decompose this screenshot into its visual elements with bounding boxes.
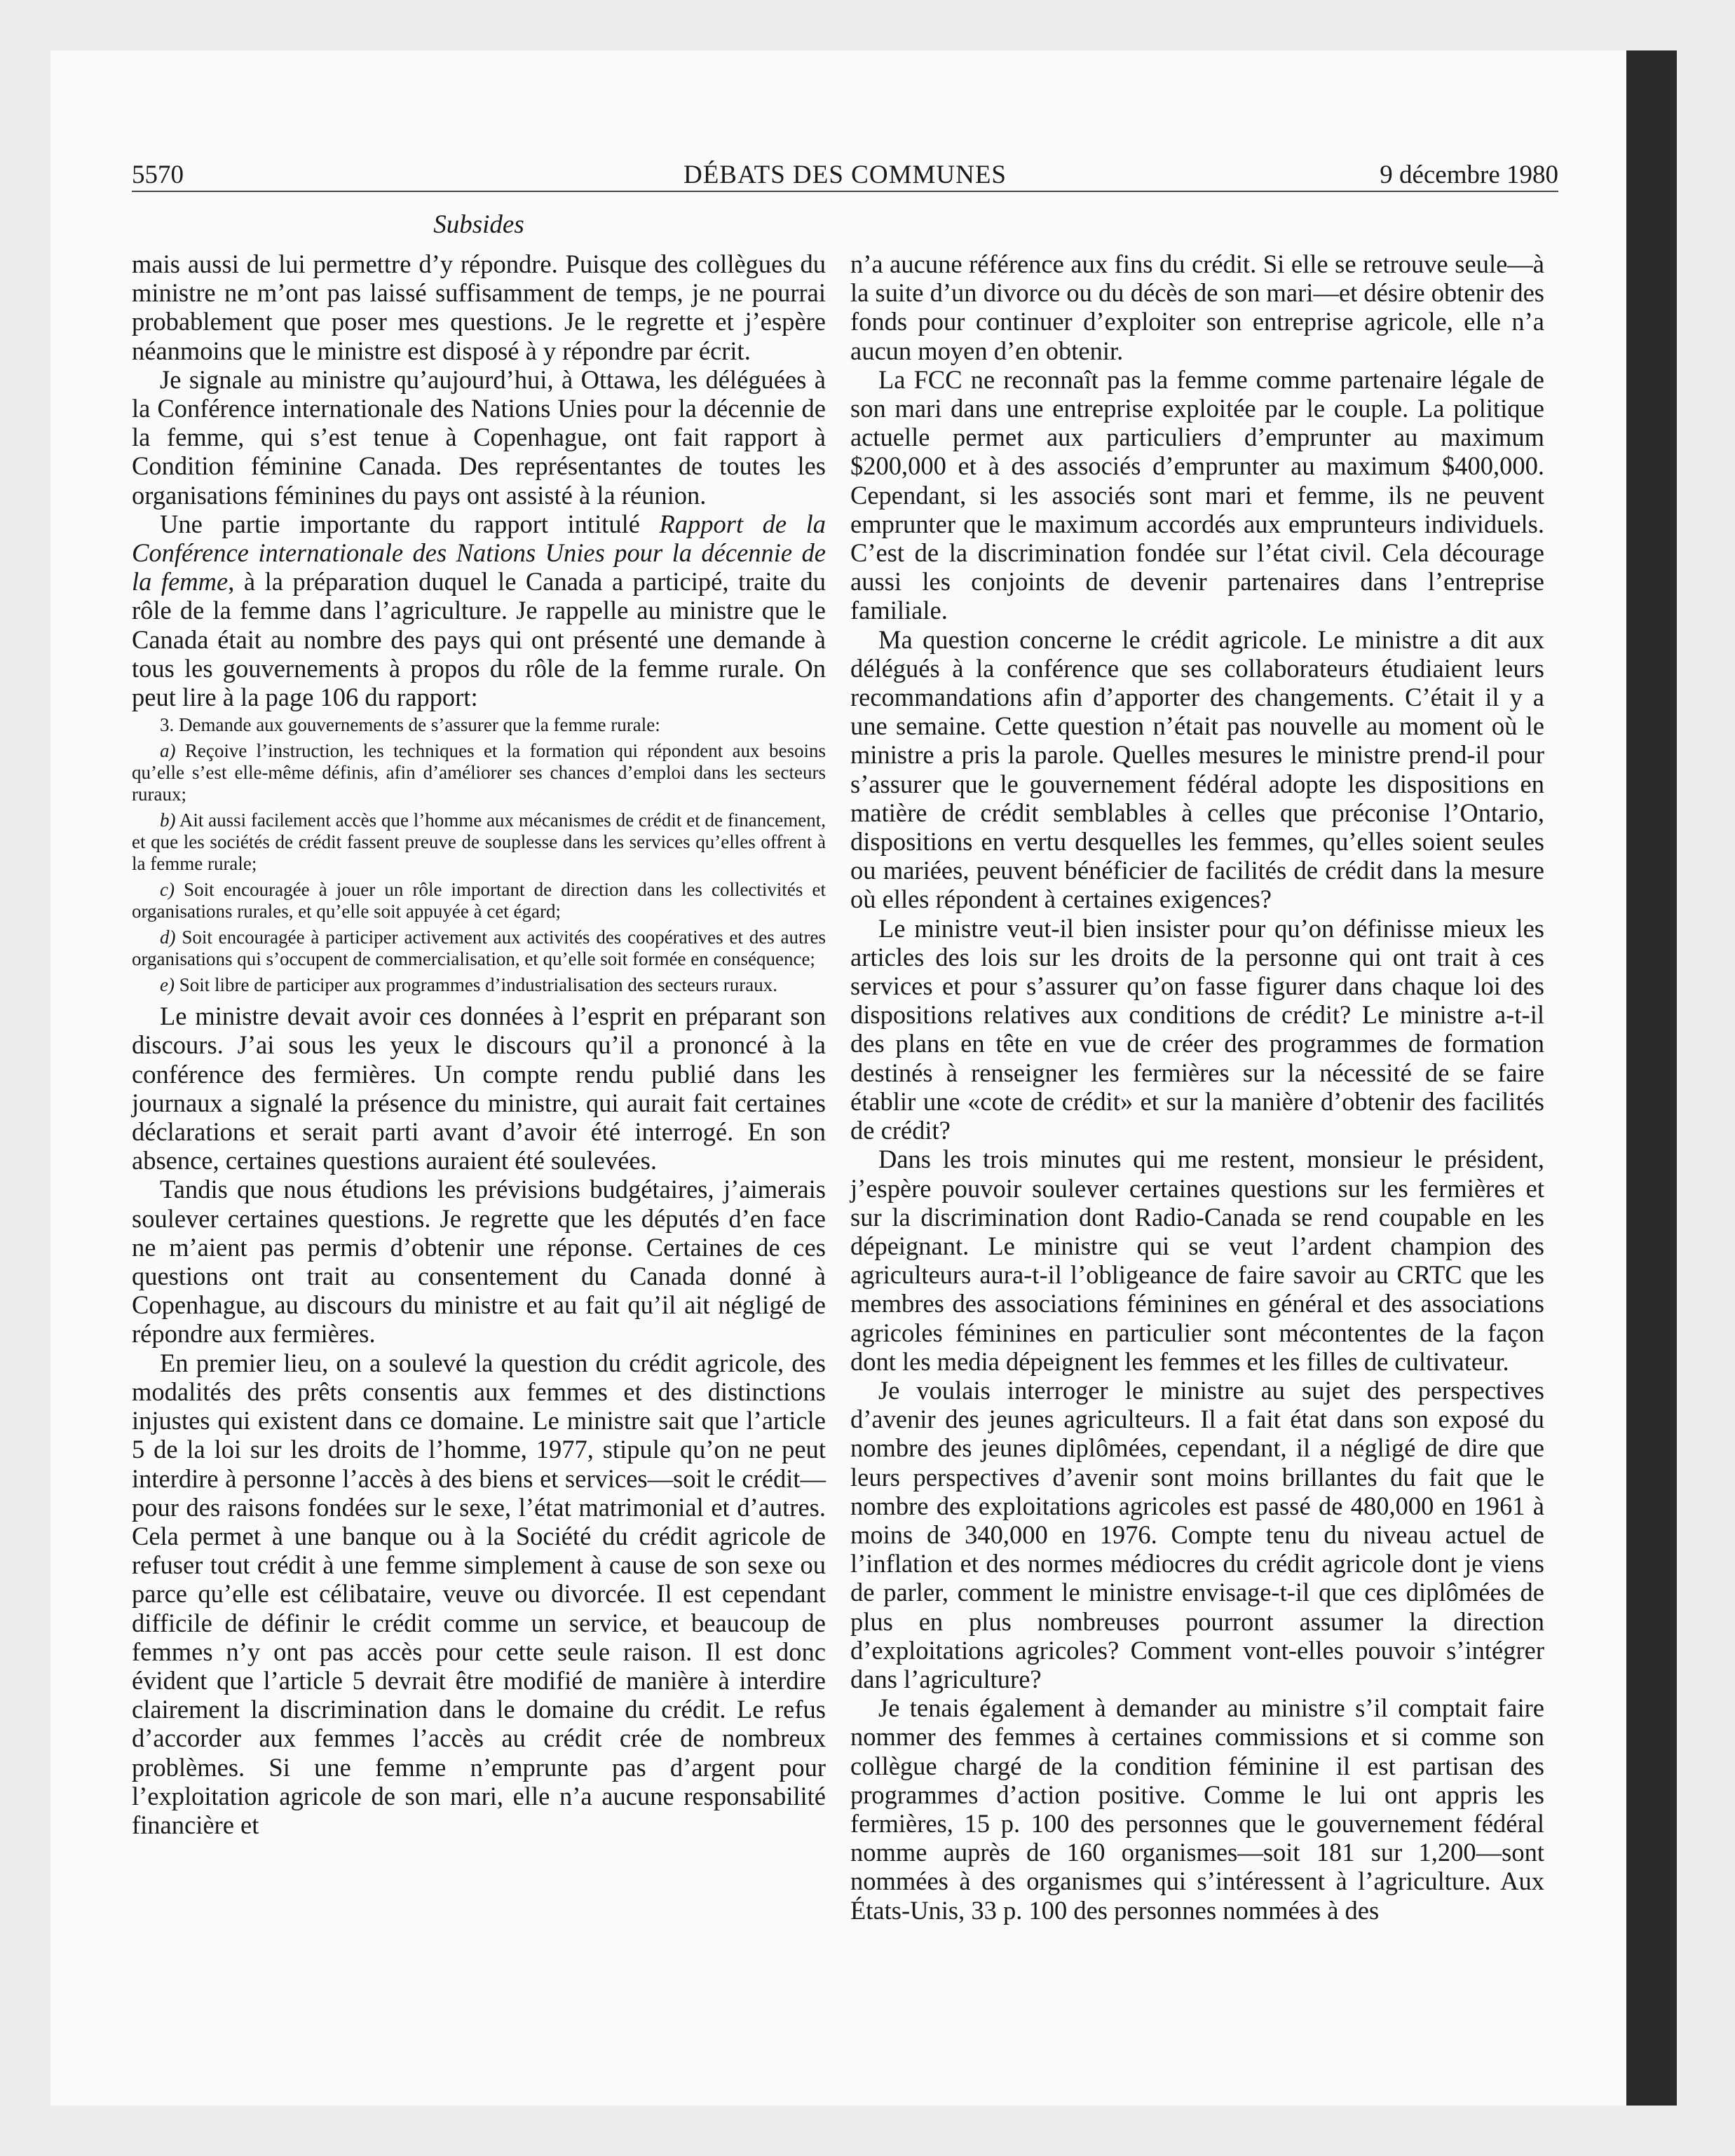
- item-text: Reçoive l’instruction, les techniques et la formation qui répondent aux besoins qu’elle s’est elle-même définis, afin d’améliorer ses chances d’emploi dans les secteurs ruraux;: [132, 740, 826, 805]
- quote-item: [132, 879, 826, 922]
- paragraph: Le ministre veut-il bien insister pour qu’on définisse mieux les articles des lois sur les droits de la personne qui ont trait à ces services et pour s’assurer qu’on fasse figurer dans chaque loi des dispositions relatives aux conditions de crédit? Le ministre a-t-il des plans en tête en vue de créer des programmes de formation destinés à renseigner les fermières sur la nécessité de se faire établir une «cote de crédit» et sur la manière d’obtenir des facilités de crédit?: [850, 913, 1544, 1145]
- report-title: Rapport de la Conférence internationale des Nations Unies pour la décennie de la femme: [132, 509, 826, 596]
- quote-item: [132, 927, 826, 970]
- paragraph: Le ministre devait avoir ces données à l’esprit en préparant son discours. J’ai sous les yeux le discours qu’il a prononcé à la conférence des fermières. Un compte rendu publié dans les journaux a signalé la présence du ministre, qui aurait fait certaines déclarations et serait parti avant d’avoir été interrogé. En son absence, certaines questions auraient été soulevées.: [132, 1002, 826, 1175]
- page-header: [132, 160, 1558, 192]
- paragraph: Je signale au ministre qu’aujourd’hui, à Ottawa, les déléguées à la Conférence internationale des Nations Unies pour la décennie de la femme, qui s’est tenue à Copenhague, ont fait rapport à Condition féminine Canada. Des représentantes de toutes les organisations féminines du pays ont assisté à la réunion.: [132, 364, 826, 510]
- item-letter: b): [160, 810, 176, 831]
- paragraph: Je tenais également à demander au ministre s’il comptait faire nommer des femmes à certaines commissions et si comme son collègue chargé de la condition féminine il est partisan des programmes d’action positive. Comme le lui ont appris les fermières, 15 p. 100 des personnes que le gouvernement fédéral nomme auprès de 160 organismes—soit 181 sur 1,200—sont nommées à des organismes qui s’intéressent à l’agriculture. Aux États-Unis, 33 p. 100 des personnes nommées à des: [850, 1693, 1544, 1925]
- paragraph: Tandis que nous étudions les prévisions budgétaires, j’aimerais soulever certaines questions. Je regrette que les députés d’en face ne m’aient pas permis d’obtenir une réponse. Certaines de ces questions ont trait au consentement du Canada donné à Copenhague, au discours du ministre et au fait qu’il ait négligé de répondre aux fermières.: [132, 1175, 826, 1349]
- paragraph: En premier lieu, on a soulevé la question du crédit agricole, des modalités des prêts consentis aux femmes et des distinctions injustes qui existent dans ce domaine. Le ministre sait que l’article 5 de la loi sur les droits de l’homme, 1977, stipule qu’on ne peut interdire à personne l’accès à des biens et services—soit le crédit—pour des raisons fondées sur le sexe, l’état matrimonial et d’autres. Cela permet à une banque ou à la Société du crédit agricole de refuser tout crédit à une femme simplement à cause de son sexe ou parce qu’elle est célibataire, veuve ou divorcée. Il est cependant difficile de définir le crédit comme un service, et beaucoup de femmes n’y ont pas accès pour cette seule raison. Il est donc évident que l’article 5 devrait être modifié de manière à interdire clairement la discrimination dans le domaine du crédit. Le refus d’accorder aux femmes l’accès au crédit crée de nombreux problèmes. Si une femme n’emprunte pas d’argent pour l’exploitation agricole de son mari, elle n’a aucune responsabilité financière et: [132, 1348, 826, 1839]
- item-text: Soit libre de participer aux programmes d’industrialisation des secteurs ruraux.: [174, 974, 777, 996]
- item-letter: a): [160, 740, 176, 762]
- quote-item: [132, 974, 826, 996]
- page-number: 5570: [132, 161, 184, 189]
- paragraph: Je voulais interroger le ministre au sujet des perspectives d’avenir des jeunes agriculteurs. Il a fait état dans son exposé du nombre des jeunes diplômées, cependant, il a négligé de dire que leurs perspectives d’avenir sont moins brillantes du fait que le nombre des exploitations agricoles est passé de 480,000 en 1961 à moins de 340,000 en 1976. Compte tenu du niveau actuel de l’inflation et des normes médiocres du crédit agricole dont je viens de parler, comment le ministre envisage-t-il que ces diplômées de plus en plus nombreuses pourront assumer la direction d’exploitations agricoles? Comment vont-elles pouvoir s’intégrer dans l’agriculture?: [850, 1375, 1544, 1693]
- paragraph: Ma question concerne le crédit agricole. Le ministre a dit aux délégués à la conférence que ses collaborateurs étudiaient leurs recommandations afin d’apporter des changements. C’était il y a une semaine. Cette question n’était pas nouvelle au moment où le ministre a pris la parole. Quelles mesures le ministre prend-il pour s’assurer que le gouvernement fédéral adopte les dispositions en matière de crédit semblables à celles que préconise l’Ontario, dispositions en vertu desquelles les femmes, qu’elles soient seules ou mariées, peuvent bénéficier de facilités de crédit dans la mesure où elles répondent à certaines exigences?: [850, 625, 1544, 914]
- paragraph-text: Une partie importante du rapport intitulé: [160, 509, 660, 538]
- item-text: Soit encouragée à participer activement aux activités des coopératives et des autres organisations qui s’occupent de commercialisation, et qu’elle soit formée en conséquence;: [132, 927, 826, 970]
- item-text: Soit encouragée à jouer un rôle important de direction dans les collectivités et organisations rurales, et qu’elle soit appuyée à cet égard;: [132, 879, 826, 922]
- right-column: [850, 250, 1544, 1925]
- item-letter: d): [160, 927, 176, 948]
- item-letter: c): [160, 879, 175, 901]
- page-date: 9 décembre 1980: [1380, 161, 1558, 189]
- item-letter: e): [160, 974, 175, 996]
- paragraph-text: , à la préparation duquel le Canada a participé, traite du rôle de la femme dans l’agriculture. Je rappelle au ministre que le Canada était au nombre des pays qui ont présenté une demande à tous les gouvernements à propos du rôle de la femme rurale. On peut lire à la page 106 du rapport:: [132, 567, 826, 712]
- quote-item: [132, 740, 826, 805]
- publication-title: DÉBATS DES COMMUNES: [683, 161, 1007, 189]
- quoted-excerpt: [132, 714, 826, 996]
- paragraph: Dans les trois minutes qui me restent, monsieur le président, j’espère pouvoir soulever certaines questions sur les fermières et sur la discrimination dont Radio-Canada se rend coupable en les dépeignant. Le ministre qui se veut l’ardent champion des agriculteurs aura-t-il l’obligeance de faire savoir au CRTC que les membres des associations féminines en général et des associations agricoles féminines en particulier sont mécontentes de la façon dont les media dépeignent les femmes et les filles de cultivateur.: [850, 1145, 1544, 1376]
- paragraph: n’a aucune référence aux fins du crédit. Si elle se retrouve seule—à la suite d’un divorce ou du décès de son mari—et désire obtenir des fonds pour continuer d’exploiter son entreprise agricole, elle n’a aucun moyen d’en obtenir.: [850, 250, 1544, 365]
- item-text: Ait aussi facilement accès que l’homme aux mécanismes de crédit et de financement, et que les sociétés de crédit fassent preuve de souplesse dans les services qu’elles offrent à la femme rurale;: [132, 810, 826, 875]
- quote-item: [132, 810, 826, 875]
- paragraph: [132, 510, 826, 711]
- quote-heading: 3. Demande aux gouvernements de s’assurer que la femme rurale:: [160, 714, 660, 736]
- binding-edge: [1626, 50, 1677, 2106]
- paragraph: mais aussi de lui permettre d’y répondre. Puisque des collègues du ministre ne m’ont pas laissé suffisamment de temps, je ne pourrai probablement que poser mes questions. Je le regrette et j’espère néanmoins que le ministre est disposé à y répondre par écrit.: [132, 250, 826, 365]
- section-title: Subsides: [433, 210, 524, 239]
- left-column: [132, 250, 826, 1839]
- paragraph: La FCC ne reconnaît pas la femme comme partenaire légale de son mari dans une entreprise exploitée par le couple. La politique actuelle permet aux particuliers d’emprunter au maximum $200,000 et à des associés d’emprunter au maximum $400,000. Cependant, si les associés sont mari et femme, ils ne peuvent emprunter que le maximum accordés aux emprunteurs individuels. C’est de la discrimination fondée sur l’état civil. Cela décourage aussi les conjoints de devenir partenaires dans l’entreprise familiale.: [850, 364, 1544, 625]
